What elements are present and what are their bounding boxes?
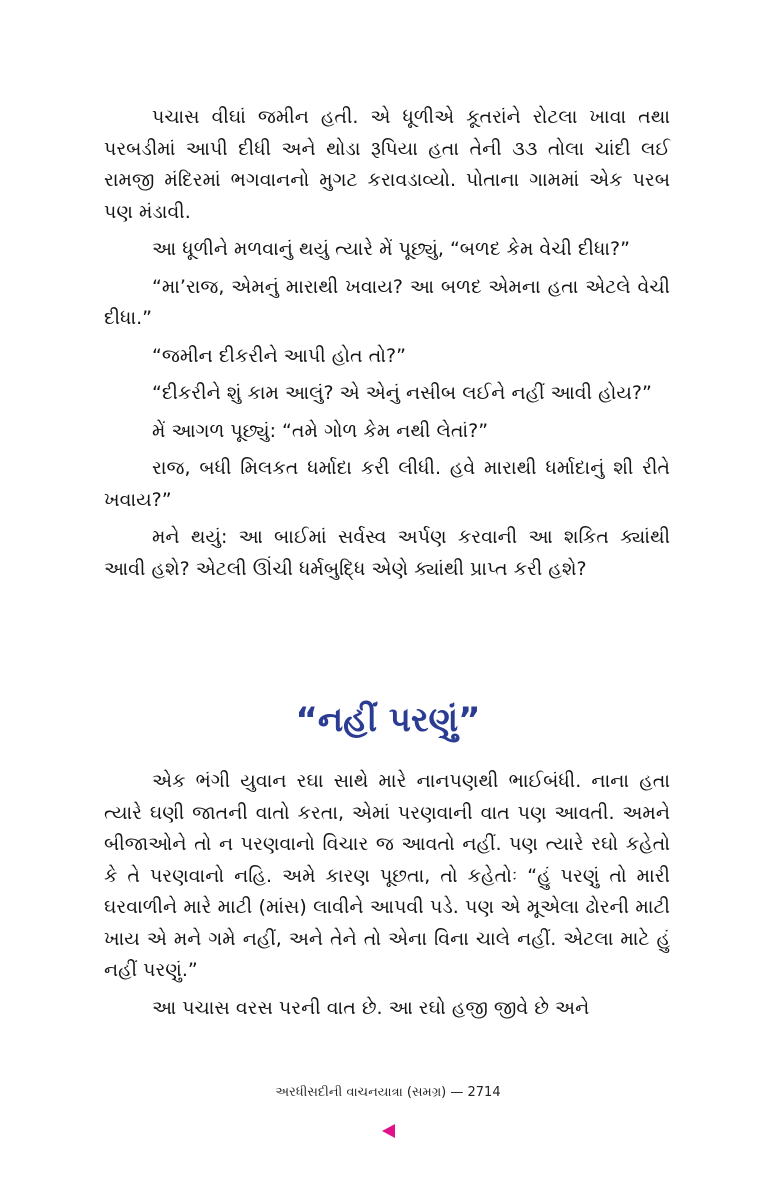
paragraph: મેં આગળ પૂછ્યું: “તમે ગોળ કેમ નથી લેતાં?” <box>152 419 489 442</box>
section-1-text <box>104 102 670 591</box>
section-2-text <box>104 766 670 1030</box>
paragraph: “મા’રાજ, એમનું મારાથી ખવાય? આ બળદ એમના હતા એટલે વેચી દીધા.” <box>104 275 670 329</box>
left-triangle-icon <box>382 1124 395 1138</box>
section-heading: “નહીં પરણું” <box>295 700 481 740</box>
page-footer: અરધીસદીની વાચનયાત્રા (સમગ્ર) — 2714 <box>275 1085 501 1100</box>
paragraph: રાજ, બધી મિલકત ધર્માદા કરી લીધી. હવે મારાથી ધર્માદાનું શી રીતે ખવાય?” <box>104 457 670 511</box>
paragraph: આ પચાસ વરસ પરની વાત છે. આ રઘો હજી જીવે છે અને <box>152 996 590 1019</box>
paragraph: આ ધૂળીને મળવાનું થયું ત્યારે મેં પૂછ્યું, “બળદ કેમ વેચી દીધા?” <box>152 238 630 260</box>
paragraph: “જમીન દીકરીને આપી હોત તો?” <box>152 344 406 367</box>
paragraph: “દીકરીને શું કામ આલું? એ એનું નસીબ લઈને નહીં આવી હોય?” <box>152 382 652 404</box>
paragraph: મને થયું: આ બાઈમાં સર્વસ્વ અર્પણ કરવાની આ શકિત ક્યાંથી આવી હશે? એટલી ઊંચી ધર્મબુદ્ધિ એણે ક્યાંથી પ્રાપ્ત કરી હશે? <box>104 526 670 580</box>
paragraph: એક ભંગી યુવાન રઘા સાથે મારે નાનપણથી ભાઈબંધી. નાના હતા ત્યારે ઘણી જાતની વાતો કરતા, એમાં પરણવાની વાત પણ આવતી. અમને બીજાઓને તો ન પરણવાનો વિચાર જ આવતો નહીં. પણ ત્યારે રઘો કહેતો કે તે પરણવાનો નહિ. અમે કારણ પૂછતા, તો કહેતોઃ “હું પરણું તો મારી ઘરવાળીને મારે માટી (માંસ) લાવીને આપવી પડે. પણ એ મૂએલા ઢોરની માટી ખાય એ મને ગમે નહીં, અને તેને તો એના વિના ચાલે નહીં. એટલા માટે હું નહીં પરણું.” <box>104 770 670 981</box>
paragraph: પચાસ વીઘાં જમીન હતી. એ ધૂળીએ કૂતરાંને રોટલા ખાવા તથા પરબડીમાં આપી દીધી અને થોડા રૂપિયા હતા તેની ૩૩ તોલા ચાંદી લઈ રામજી મંદિરમાં ભગવાનનો મુગટ કરાવડાવ્યો. પોતાના ગામમાં એક પરબ પણ મંડાવી. <box>104 106 670 223</box>
